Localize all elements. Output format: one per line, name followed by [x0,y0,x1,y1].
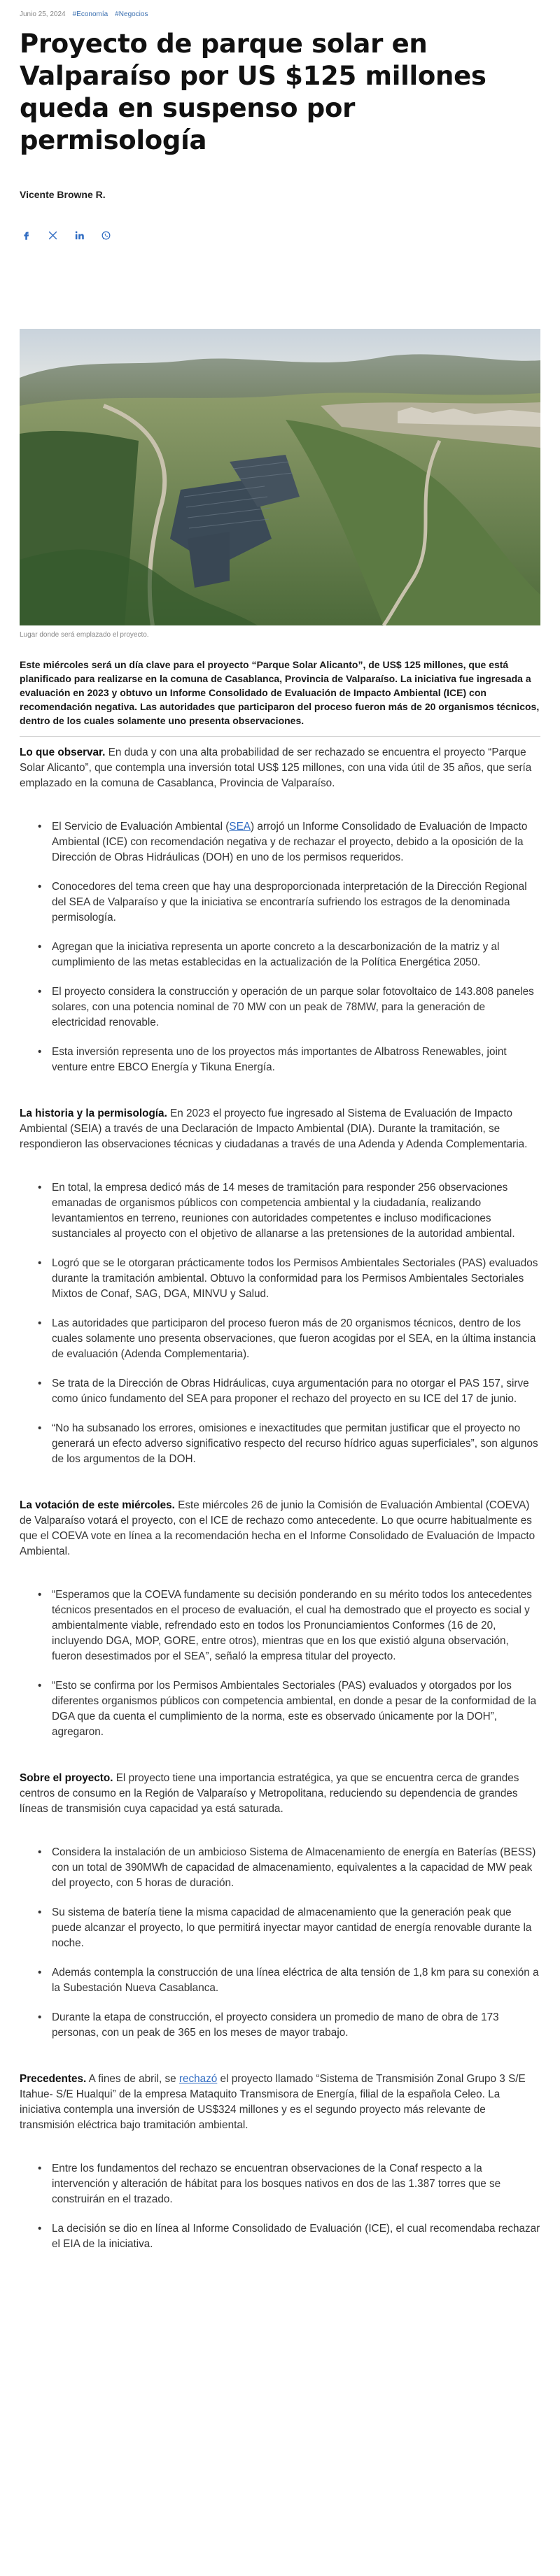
bullet-list [46,2161,540,2252]
share-bar [20,228,540,242]
linkedin-icon[interactable] [73,229,85,241]
list-item-text: ) arrojó un Informe Consolidado de Evaluación de Impacto Ambiental (ICE) con recomendación negativa y de rechazar el proyecto, debido a la oposición de la Dirección de Obras Hidráulicas (DOH) en uno de los permisos requeridos. [52,821,528,863]
section-text: En duda y con una alta probabilidad de ser rechazado se encuentra el proyecto “Parque Solar Alicanto”, que contempla una inversión total US$ 125 millones, con una vida útil de 35 años, que sería emplazado en la comuna de Casablanca, Provincia de Valparaíso. [20,746,532,789]
article-headline: Proyecto de parque solar en Valparaíso por US $125 millones queda en suspenso por permisología [20,29,486,155]
list-item: • Además contempla la construcción de una línea eléctrica de alta tensión de 1,8 km para su conexión a la Subestación Nueva Casablanca. [46,1965,540,1996]
section-text: En 2023 el proyecto fue ingresado al Sistema de Evaluación de Impacto Ambiental (SEIA) a través de una Declaración de Impacto Ambiental (DIA). Durante la tramitación, se respondieron las observaciones técnicas y ciudadanas a través de una Adenda y Adenda Complementaria. [20,1107,528,1150]
article-date: Junio 25, 2024 [20,10,66,18]
section-title: Sobre el proyecto. [20,1772,113,1784]
list-item: • “Esto se confirma por los Permisos Ambientales Sectoriales (PAS) evaluados y otorgados por los diferentes organismos públicos con competencia ambiental, en donde a pesar de la conformidad de la DGA que da cuenta el cumplimiento de la norma, este es observado únicamente por la DOH”, agregaron. [46,1678,540,1740]
section-title: La votación de este miércoles. [20,1499,175,1511]
list-item: • Agregan que la iniciativa representa un aporte concreto a la descarbonización de la matriz y al cumplimiento de las metas establecidas en la actualización de la Política Energética 2050. [46,940,540,970]
section-votacion [20,1498,540,1559]
list-item: • “Esperamos que la COEVA fundamente su decisión ponderando en su mérito todos los antecedentes técnicos presentados en el proceso de evaluación, el cual ha demostrado que el proyecto es social y ambientalmente viable, refrendado esto en todos los Pronunciamientos Conformes (16 de 20, incluyendo DGA, MOP, GORE, entre otros), mientras que en los que existió alguna observación, fueron desestimados por el SEA”, señaló la empresa titular del proyecto. [46,1587,540,1664]
list-item: • Conocedores del tema creen que hay una desproporcionada interpretación de la Dirección Regional del SEA de Valparaíso y que la iniciativa se encontraría sufriendo los estragos de la denominada permisología. [46,879,540,926]
section-proyecto [20,1771,540,1817]
hero-caption: Lugar donde será emplazado el proyecto. [20,631,149,639]
section-historia [20,1106,540,1152]
author-name[interactable]: Vicente Browne R. [20,189,106,200]
list-item: • En total, la empresa dedicó más de 14 meses de tramitación para responder 256 observaciones emanadas de organismos públicos con competencia ambiental y la ciudadanía, realizando levantamientos en terreno, reuniones con autoridades competentes e incluso modificaciones sustanciales al proyecto con el objetivo de allanarse a las pretensiones de la autoridad ambiental. [46,1180,540,1242]
rechazo-link[interactable]: rechazó [178,2073,218,2085]
article-lead: Este miércoles será un día clave para el proyecto “Parque Solar Alicanto”, de US$ 125 millones, que está planificado para realizarse en la comuna de Casablanca, Provincia de Valparaíso. La iniciativa fue ingresada a evaluación en 2023 y obtuvo un Informe Consolidado de Evaluación de Impacto Ambiental (ICE) con recomendación negativa. Las autoridades que participaron del proceso fueron más de 20 organismos técnicos, dentro de los cuales solamente uno presenta observaciones. [20,658,540,737]
section-text: A fines de abril, se [86,2073,179,2085]
article-meta [20,0,540,21]
list-item: • “No ha subsanado los errores, omisiones e inexactitudes que permitan justificar que el proyecto no generará un efecto adverso significativo respecto del recurso hídrico aguas superficiales”, son algunos de los argumentos de la DOH. [46,1421,540,1467]
bullet-list [46,1587,540,1740]
tag-economia[interactable]: #Economía [72,10,108,18]
bullet-list [46,819,540,1075]
x-icon[interactable] [46,229,59,241]
tag-negocios[interactable]: #Negocios [115,10,148,18]
section-title: Precedentes. [20,2073,87,2085]
section-title: La historia y la permisología. [20,1107,167,1119]
list-item: • Se trata de la Dirección de Obras Hidráulicas, cuya argumentación para no otorgar el PAS 157, sirve como único fundamento del SEA para proponer el rechazo del proyecto en su ICE del 17 de junio. [46,1376,540,1407]
section-text: El proyecto tiene una importancia estratégica, ya que se encuentra cerca de grandes centros de consumo en la Región de Valparaíso y Metropolitana, reduciendo su dependencia de grandes líneas de transmisión cuya capacidad ya está saturada. [20,1772,519,1815]
section-title: Lo que observar. [20,746,106,758]
hero-image [20,329,540,625]
whatsapp-icon[interactable] [99,229,112,241]
list-item: • La decisión se dio en línea al Informe Consolidado de Evaluación (ICE), el cual recomendaba rechazar el EIA de la iniciativa. [46,2221,540,2252]
list-item: • Entre los fundamentos del rechazo se encuentran observaciones de la Conaf respecto a la intervención y alteración de hábitat para los bosques nativos en dos de las 1.387 torres que se construirán en el trazado. [46,2161,540,2207]
list-item: • Considera la instalación de un ambicioso Sistema de Almacenamiento de energía en Baterías (BESS) con un total de 390MWh de capacidad de almacenamiento, equivalentes a la capacidad de MW peak del proyecto, con 5 horas de duración. [46,1845,540,1891]
section-text: el proyecto llamado “Sistema de Transmisión Zonal Grupo 3 S/E Itahue- S/E Hualqui” de la empresa Mataquito Transmisora de Energía, filial de la española Celeo. La iniciativa contempla una inversión de US$324 millones y es el segundo proyecto más relevante de transmisión eléctrica bajo tramitación ambiental. [20,2073,526,2131]
sea-link[interactable]: SEA [229,821,251,833]
list-item: • Durante la etapa de construcción, el proyecto considera un promedio de mano de obra de 173 personas, con un peak de 365 en los meses de mayor trabajo. [46,2010,540,2041]
list-item: • Esta inversión representa uno de los proyectos más importantes de Albatross Renewables, joint venture entre EBCO Energía y Tikuna Energía. [46,1045,540,1075]
list-item [46,819,540,865]
list-item: • Logró que se le otorgaran prácticamente todos los Permisos Ambientales Sectoriales (PAS) evaluados durante la tramitación ambiental. Obtuvo la conformidad para los Permisos Ambientales Sectoriales Mixtos de Conaf, SAG, DGA, MINVU y Salud. [46,1256,540,1302]
list-item-text: El Servicio de Evaluación Ambiental ( [52,821,230,833]
aerial-landscape-photo [20,329,540,625]
list-item: • Su sistema de batería tiene la misma capacidad de almacenamiento que la generación peak que puede alcanzar el proyecto, lo que permitirá inyectar mayor cantidad de energía renovable durante la noche. [46,1905,540,1951]
section-precedentes [20,2072,540,2133]
list-item: • El proyecto considera la construcción y operación de un parque solar fotovoltaico de 143.808 paneles solares, con una potencia nominal de 70 MW con un peak de 78MW, para la generación de electricidad renovable. [46,984,540,1031]
section-text: Este miércoles 26 de junio la Comisión de Evaluación Ambiental (COEVA) de Valparaíso votará el proyecto, con el ICE de rechazo como antecedente. Lo que ocurre habitualmente es que el COEVA vote en línea a la recomendación hecha en el Informe Consolidado de Evaluación de Impacto Ambiental. [20,1499,536,1557]
list-item: • Las autoridades que participaron del proceso fueron más de 20 organismos técnicos, dentro de los cuales solamente uno presenta observaciones, que fueron acogidas por el SEA, en la última instancia de evaluación (Adenda Complementaria). [46,1316,540,1362]
bullet-list [46,1845,540,2041]
facebook-icon[interactable] [20,229,32,241]
bullet-list [46,1180,540,1467]
section-observar [20,745,540,791]
